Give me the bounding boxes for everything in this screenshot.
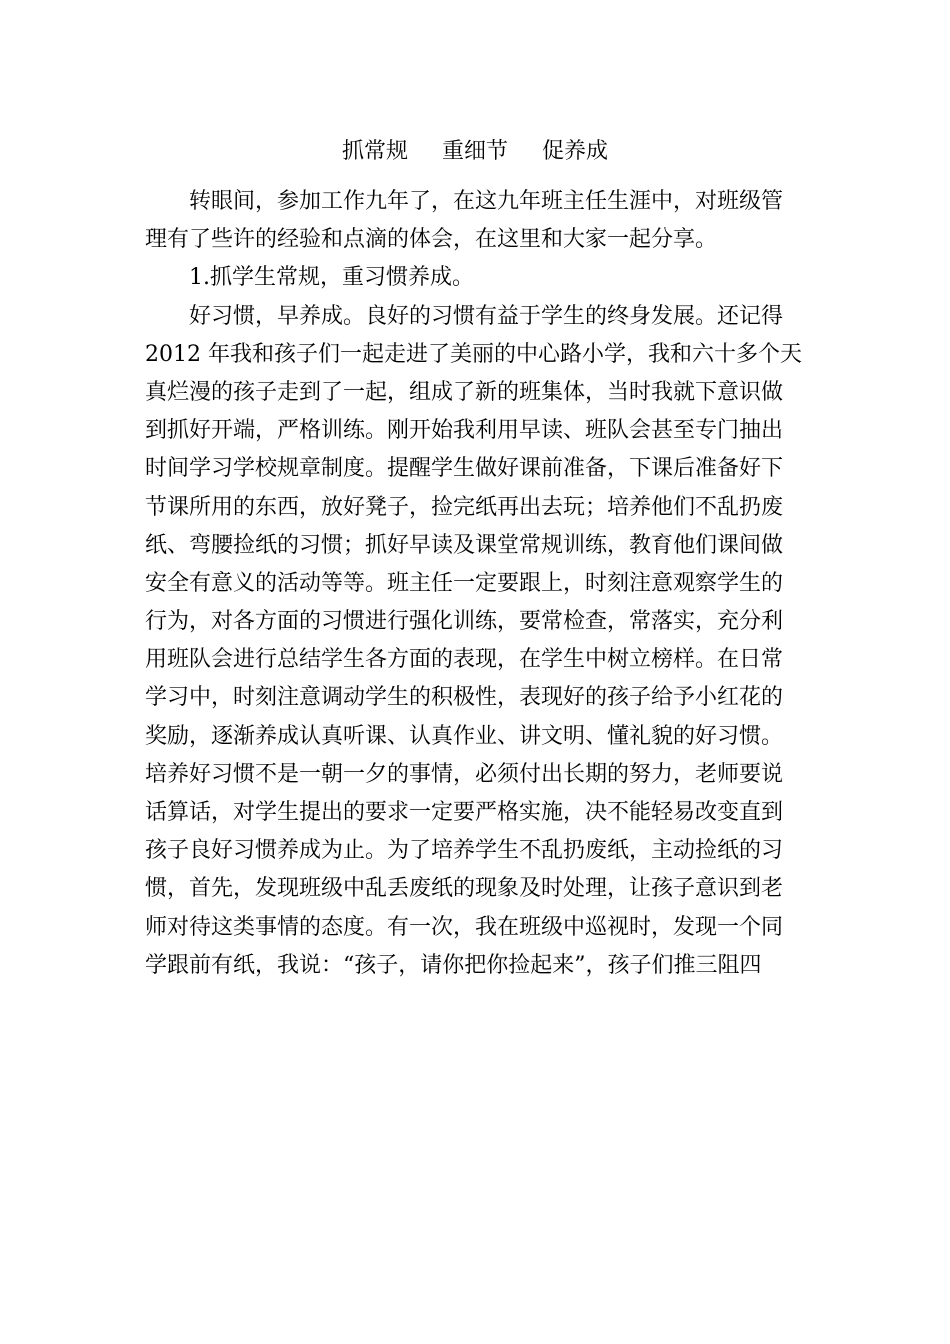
text-line: 惯，首先，发现班级中乱丢废纸的现象及时处理，让孩子意识到老 — [145, 876, 784, 902]
text-line: 行为，对各方面的习惯进行强化训练，要常检查，常落实，充分利 — [145, 609, 784, 635]
text-line: 孩子良好习惯养成为止。为了培养学生不乱扔废纸，主动捡纸的习 — [145, 838, 784, 864]
document-title — [145, 137, 805, 167]
text-line: 到抓好开端，严格训练。刚开始我利用早读、班队会甚至专门抽出 — [145, 418, 784, 444]
text-line: 1.抓学生常规，重习惯养成。 — [145, 265, 474, 291]
text-line: 纸、弯腰捡纸的习惯；抓好早读及课堂常规训练，教育他们课间做 — [145, 532, 784, 558]
text-line: 话算话，对学生提出的要求一定要严格实施，决不能轻易改变直到 — [145, 800, 784, 825]
text-line: 2012 年我和孩子们一起走进了美丽的中心路小学，我和六十多个天 — [145, 341, 802, 367]
text-line: 安全有意义的活动等等。班主任一定要跟上，时刻注意观察学生的 — [145, 570, 784, 596]
text-line: 好习惯，早养成。良好的习惯有益于学生的终身发展。还记得 — [145, 303, 784, 329]
text-line: 师对待这类事情的态度。有一次，我在班级中巡视时，发现一个同 — [145, 914, 784, 940]
text-line: 真烂漫的孩子走到了一起，组成了新的班集体，当时我就下意识做 — [145, 379, 784, 405]
title-part-3: 促养成 — [542, 139, 609, 164]
text-line: 节课所用的东西，放好凳子，捡完纸再出去玩；培养他们不乱扔废 — [145, 494, 784, 520]
text-line: 奖励，逐渐养成认真听课、认真作业、讲文明、懂礼貌的好习惯。 — [145, 723, 784, 749]
text-line: 培养好习惯不是一朝一夕的事情，必须付出长期的努力，老师要说 — [145, 761, 784, 787]
title-part-2: 重细节 — [441, 139, 508, 164]
title-part-1: 抓常规 — [341, 139, 408, 164]
text-line: 用班队会进行总结学生各方面的表现，在学生中树立榜样。在日常 — [145, 647, 784, 673]
text-line: 学习中，时刻注意调动学生的积极性，表现好的孩子给予小红花的 — [145, 685, 784, 711]
text-line: 时间学习学校规章制度。提醒学生做好课前准备，下课后准备好下 — [145, 456, 784, 482]
document-body — [145, 183, 809, 985]
text-line: 理有了些许的经验和点滴的体会，在这里和大家一起分享。 — [145, 227, 718, 253]
text-line: 学跟前有纸，我说：“孩子，请你把你捡起来”，孩子们推三阻四 — [145, 952, 762, 978]
text-line: 转眼间，参加工作九年了，在这九年班主任生涯中，对班级管 — [145, 189, 784, 214]
